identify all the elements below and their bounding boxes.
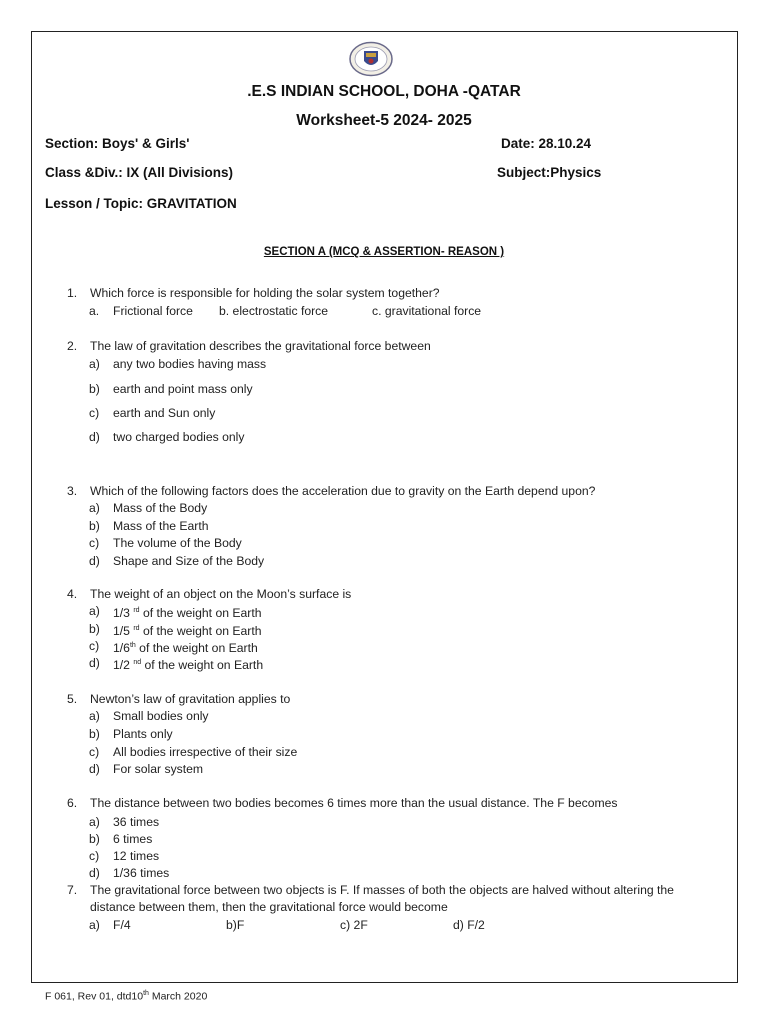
option-label: d) [89,656,100,670]
question-number: 1. [67,286,78,300]
option-text: Mass of the Earth [113,519,209,533]
option-text: d) F/2 [453,918,485,932]
school-logo [348,41,394,77]
question-7 [0,882,768,938]
question-number: 2. [67,339,78,353]
question-text: The weight of an object on the Moon’s surface is [90,587,352,601]
option-text: two charged bodies only [113,430,245,444]
option-label: b) [89,382,100,396]
option-text: any two bodies having mass [113,357,267,371]
option-label: a) [89,918,100,932]
option-label: b) [89,832,100,846]
option-label: d) [89,866,100,880]
question-1 [0,285,768,325]
question-text: Which force is responsible for holding the solar system together? [90,286,440,300]
class-label: Class &Div.: IX (All Divisions) [45,165,234,180]
question-2 [0,338,768,448]
option-label: b) [89,622,100,636]
option-text: The volume of the Body [113,536,242,550]
option-text: c) 2F [340,918,368,932]
question-number: 3. [67,484,78,498]
option-label: d) [89,554,100,568]
worksheet-title: Worksheet-5 2024- 2025 [296,112,472,129]
option-text: 1/3 $^{rd}$ of the weight on Earth [113,606,262,621]
option-text: 1/5 $^{rd}$ of the weight on Earth [113,624,262,639]
option-text: earth and point mass only [113,382,253,396]
question-number: 4. [67,587,78,601]
option-text: 12 times [113,849,160,863]
question-text: Which of the following factors does the acceleration due to gravity on the Earth depend upon? [90,484,596,498]
option-text: For solar system [113,762,204,776]
date-label: Date: 28.10.24 [501,136,592,151]
option-text: Mass of the Body [113,501,208,515]
option-label: b) [89,519,100,533]
option-label: a) [89,604,100,618]
option-text: Shape and Size of the Body [113,554,265,568]
question-text: The gravitational force between two objects is F. If masses of both the objects are halved without altering the [90,883,674,897]
question-number: 5. [67,692,78,706]
option-label: a) [89,815,100,829]
option-label: c) [89,536,100,550]
option-text: 1/2 $^{nd}$ of the weight on Earth [113,658,264,673]
subject-label: Subject:Physics [497,165,602,180]
option-text: b. electrostatic force [219,304,329,318]
option-text: Plants only [113,727,173,741]
option-text: F/4 [113,918,131,932]
question-text: Newton’s law of gravitation applies to [90,692,291,706]
option-label: c) [89,406,100,420]
question-6 [0,795,768,885]
section-label: Section: Boys' & Girls' [45,136,190,151]
question-3 [0,483,768,573]
question-5 [0,691,768,781]
option-text: 1/6th of the weight on Earth [113,641,258,656]
option-text: b)F [226,918,245,932]
question-text: The law of gravitation describes the gravitational force between [90,339,431,353]
question-number: 6. [67,796,78,810]
option-label: a) [89,709,100,723]
option-text: Frictional force [113,304,193,318]
option-label: a) [89,357,100,371]
option-label: d) [89,430,100,444]
question-text: The distance between two bodies becomes 6 times more than the usual distance. The F becomes [90,796,618,810]
option-label: c) [89,745,100,759]
option-label: b) [89,727,100,741]
option-label: c) [89,639,100,653]
option-label: a. [89,304,100,318]
option-label: d) [89,762,100,776]
option-label: c) [89,849,100,863]
section-a-heading: SECTION A (MCQ & ASSERTION- REASON ) [263,246,505,258]
question-4 [0,586,768,676]
option-text: 6 times [113,832,153,846]
option-text: All bodies irrespective of their size [113,745,298,759]
question-text: distance between them, then the gravitational force would become [90,900,448,914]
option-text: 1/36 times [113,866,170,880]
footer-revision: F 061, Rev 01, dtd10th March 2020 [45,990,208,1003]
option-text: Small bodies only [113,709,209,723]
lesson-label: Lesson / Topic: GRAVITATION [45,196,237,211]
option-text: earth and Sun only [113,406,216,420]
school-name: .E.S INDIAN SCHOOL, DOHA -QATAR [247,83,521,100]
question-number: 7. [67,883,78,897]
option-label: a) [89,501,100,515]
option-text: 36 times [113,815,160,829]
option-text: c. gravitational force [372,304,482,318]
